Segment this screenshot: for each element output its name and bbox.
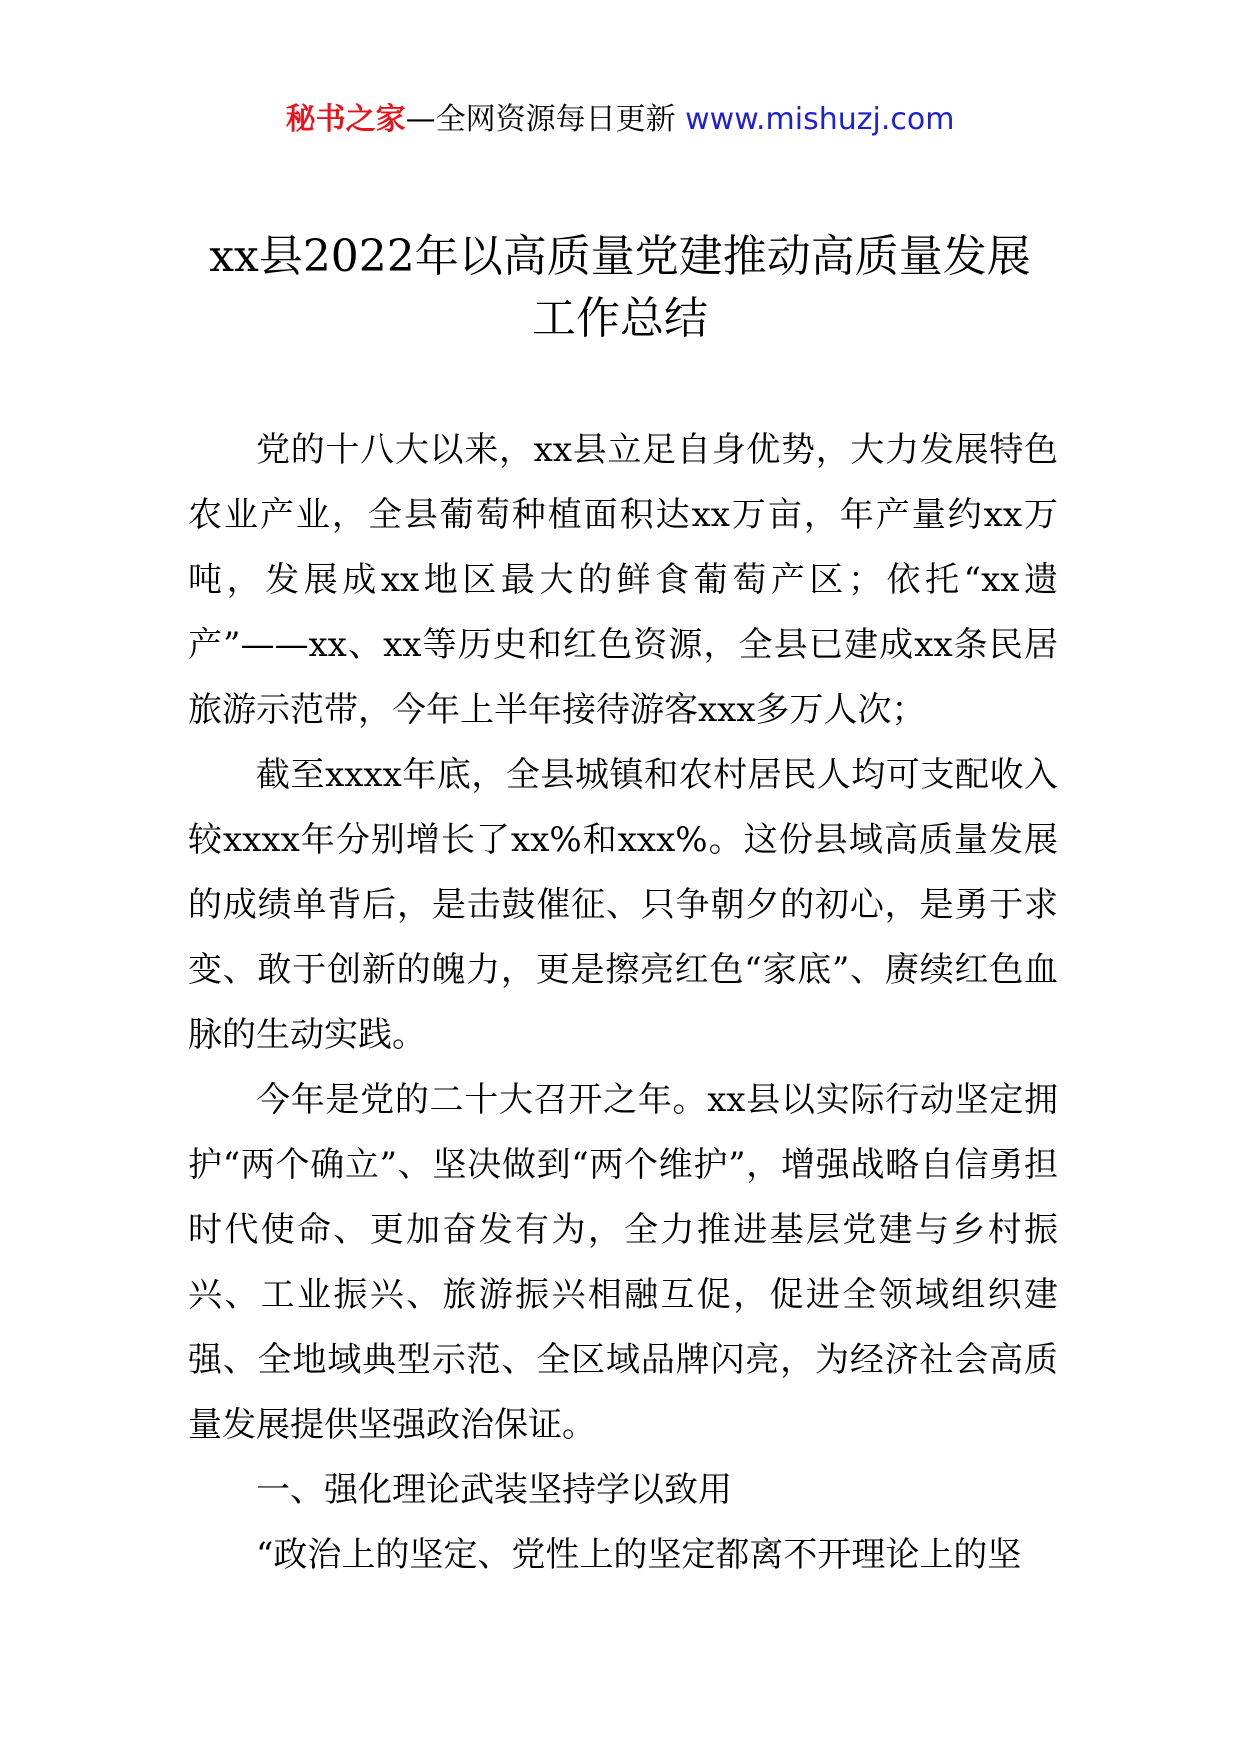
document-title-line-1: xx县2022年以高质量党建推动高质量发展 [209, 231, 1031, 282]
section-heading-1: 一、强化理论武装坚持学以致用 [256, 1470, 732, 1510]
paragraph-congress: 今年是党的二十大召开之年。xx县以实际行动坚定拥护“两个确立”、坚决做到“两个维护”，增强战略自信勇担时代使命、更加奋发有为，全力推进基层党建与乡村振兴、工业振兴、旅游振兴相融互促，促进全领域组织建强、全地域典型示范、全区域品牌闪亮，为经济社会高质量发展提供坚强政治保证。 [188, 1080, 1058, 1445]
site-tagline: —全网资源每日更新 [405, 102, 686, 137]
paragraph-income: 截至xxxx年底，全县城镇和农村居民人均可支配收入较xxxx年分别增长了xx%和xxx%。这份县域高质量发展的成绩单背后，是击鼓催征、只争朝夕的初心，是勇于求变、敢于创新的魄力，更是擦亮红色“家底”、赓续红色血脉的生动实践。 [188, 755, 1058, 1055]
paragraph-intro: 党的十八大以来，xx县立足自身优势，大力发展特色农业产业，全县葡萄种植面积达xx万亩，年产量约xx万吨，发展成xx地区最大的鲜食葡萄产区；依托“xx遗产”——xx、xx等历史和红色资源，全县已建成xx条民居旅游示范带，今年上半年接待游客xxx多万人次； [188, 430, 1058, 730]
site-url-link[interactable]: www.mishuzj.com [685, 102, 955, 137]
document-body [188, 418, 1058, 1588]
site-brand: 秘书之家 [285, 102, 406, 137]
paragraph-section-1-start: “政治上的坚定、党性上的坚定都离不开理论上的坚 [256, 1535, 1022, 1575]
document-title-line-2: 工作总结 [532, 293, 708, 344]
document-title [0, 226, 1240, 350]
site-header [0, 100, 1240, 140]
